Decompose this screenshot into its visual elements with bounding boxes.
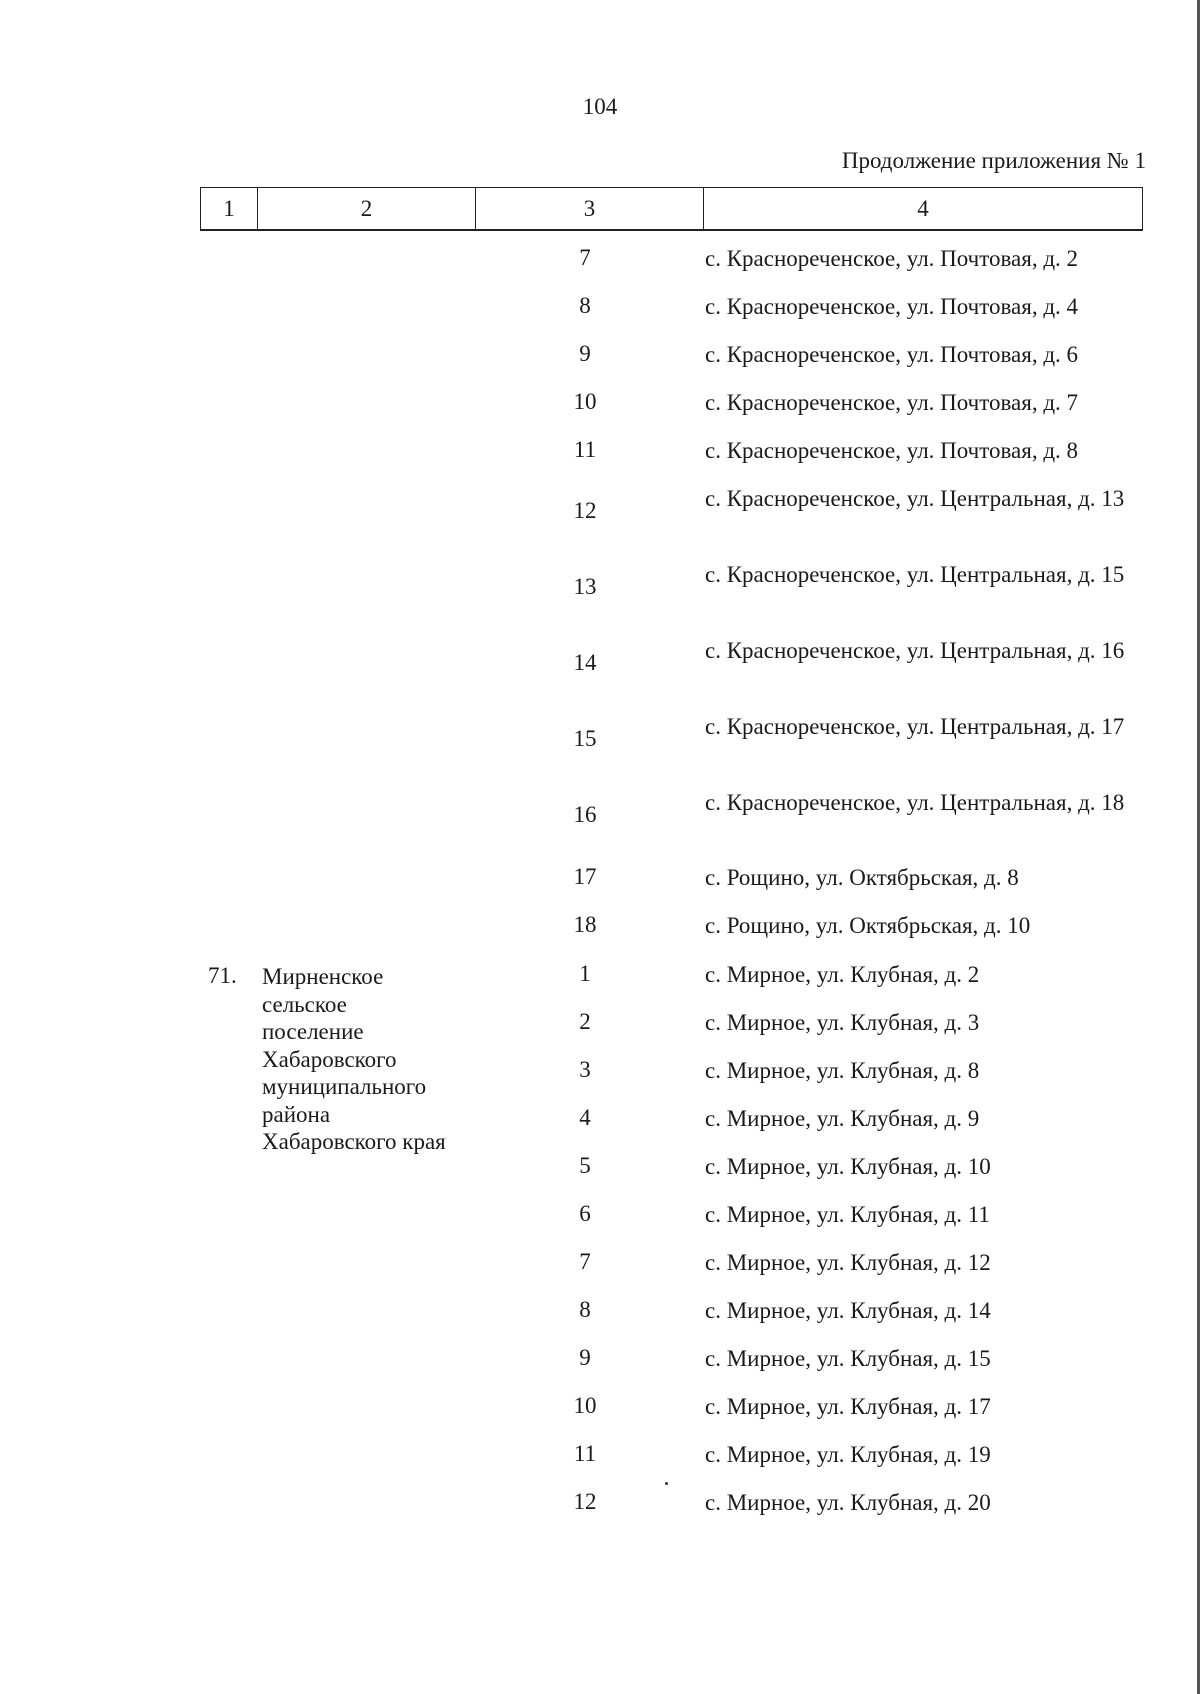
entry-name-line: Хабаровского [262,1046,397,1072]
header-col-3: 3 [476,188,704,229]
entry-name-line: сельское [262,991,347,1017]
row-address: с. Мирное, ул. Клубная, д. 10 [705,1154,991,1179]
row-address: с. Мирное, ул. Клубная, д. 15 [705,1346,991,1371]
row-address: с. Краснореченское, ул. Центральная, д. 16 [705,638,1125,663]
row-number: 15 [573,726,597,751]
row-address: с. Мирное, ул. Клубная, д. 12 [705,1250,991,1275]
row-address: с. Краснореченское, ул. Центральная, д. 13 [705,486,1125,511]
row-address: с. Мирное, ул. Клубная, д. 3 [705,1010,980,1035]
row-address: с. Краснореченское, ул. Почтовая, д. 6 [705,342,1079,367]
row-number: 13 [573,574,597,599]
table-header [200,187,1143,231]
row-address: с. Мирное, ул. Клубная, д. 20 [705,1490,991,1515]
entry-name-line: Хабаровского края [262,1129,446,1154]
row-number: 1 [579,961,591,986]
row-number: 10 [573,1393,597,1418]
row-number: 16 [573,802,597,827]
row-number: 11 [573,1441,597,1466]
row-number: 2 [579,1009,591,1034]
continuation-label: Продолжение приложения № 1 [841,148,1146,173]
row-number: 9 [579,341,591,366]
row-address: с. Мирное, ул. Клубная, д. 9 [705,1106,980,1131]
row-number: 7 [579,245,591,270]
scan-speck [665,1482,668,1485]
row-address: с. Мирное, ул. Клубная, д. 14 [705,1298,991,1323]
header-col-1: 1 [201,188,258,229]
entry-name-line: муниципального [262,1074,427,1099]
row-address: с. Мирное, ул. Клубная, д. 19 [705,1442,991,1467]
header-col-2: 2 [258,188,476,229]
row-address: с. Краснореченское, ул. Почтовая, д. 7 [705,390,1079,415]
row-address: с. Краснореченское, ул. Центральная, д. 15 [705,562,1125,587]
row-number: 12 [573,498,597,523]
row-number: 10 [573,389,597,414]
row-address: с. Краснореченское, ул. Почтовая, д. 8 [705,438,1079,463]
row-number: 8 [579,293,591,318]
row-address: с. Мирное, ул. Клубная, д. 8 [705,1058,980,1083]
row-address: с. Краснореченское, ул. Центральная, д. 18 [705,790,1125,815]
row-address: с. Рощино, ул. Октябрьская, д. 8 [705,865,1019,890]
entry-number: 71. [208,963,237,988]
row-number: 4 [579,1105,591,1130]
entry-name-line: поселение [262,1019,364,1044]
row-address: с. Мирное, ул. Клубная, д. 2 [705,962,980,987]
row-address: с. Краснореченское, ул. Почтовая, д. 2 [705,246,1079,271]
row-number: 6 [579,1201,591,1226]
row-number: 7 [579,1249,591,1274]
row-address: с. Рощино, ул. Октябрьская, д. 10 [705,913,1031,938]
row-number: 14 [573,650,597,675]
row-address: с. Краснореченское, ул. Центральная, д. 17 [705,714,1125,739]
row-number: 5 [579,1153,591,1178]
row-number: 3 [579,1057,591,1082]
entry-name-line: района [262,1101,331,1127]
row-number: 8 [579,1297,591,1322]
row-number: 12 [573,1489,597,1514]
header-col-4: 4 [917,195,929,221]
row-number: 18 [573,912,597,937]
entry-name [262,963,482,1156]
entry-name-line: Мирненское [262,964,384,989]
row-number: 9 [579,1345,591,1370]
row-address: с. Краснореченское, ул. Почтовая, д. 4 [705,294,1079,319]
row-number: 11 [573,437,597,462]
row-address: с. Мирное, ул. Клубная, д. 17 [705,1394,991,1419]
row-address: с. Мирное, ул. Клубная, д. 11 [705,1202,990,1227]
row-number: 17 [573,864,597,889]
page-number: 104 [582,94,618,119]
